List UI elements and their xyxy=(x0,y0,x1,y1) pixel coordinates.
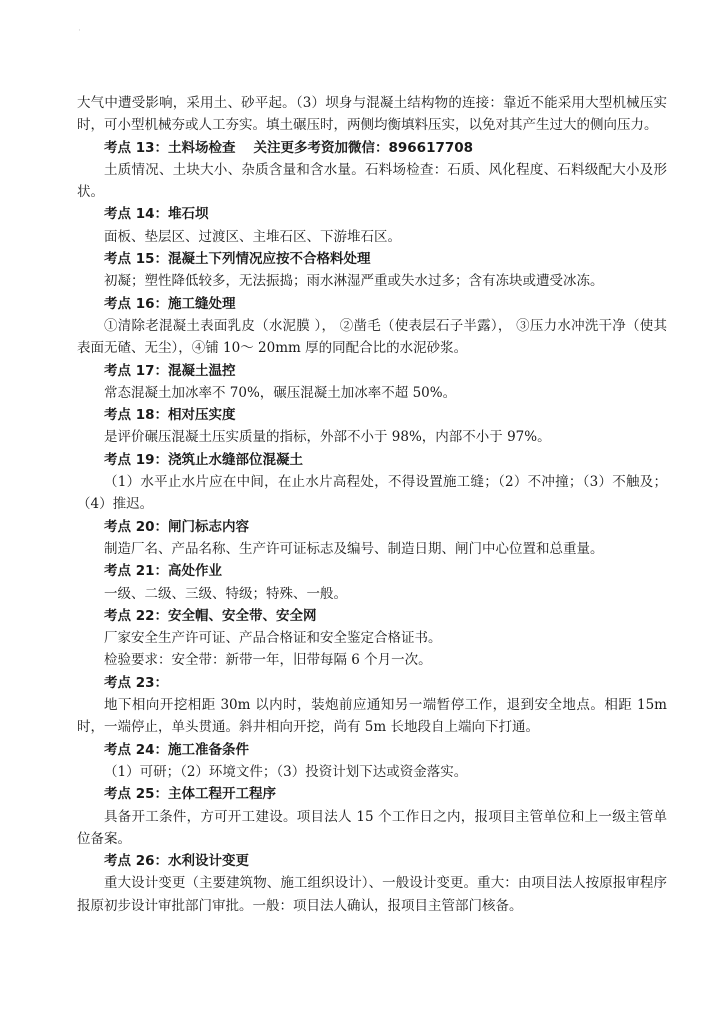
lead-paragraph: 大气中遭受影响，采用土、砂平起。（3）坝身与混凝土结构物的连接：靠近不能采用大型机械压实时，可小型机械夯或人工夯实。填土碾压时，两侧均衡填料压实，以免对其产生过大的侧向压力。 xyxy=(77,95,667,134)
section-body: 检验要求：安全带：新带一年，旧带每隔 6 个月一次。 xyxy=(104,652,432,669)
section-body: 常态混凝土加冰率不 70%，碾压混凝土加冰率不超 50%。 xyxy=(104,384,457,401)
section-heading: 考点 26：水利设计变更 xyxy=(104,853,249,870)
section-body: 制造厂名、产品名称、生产许可证标志及编号、制造日期、闸门中心位置和总重量。 xyxy=(104,540,604,557)
section-heading: 考点 24：施工准备条件 xyxy=(104,741,249,758)
section-body: 一级、二级、三级、特级；特殊、一般。 xyxy=(104,585,347,602)
section-body: （1）水平止水片应在中间，在止水片高程处，不得设置施工缝；（2）不冲撞；（3）不触及；（4）推迟。 xyxy=(77,474,667,513)
section-body: 面板、垫层区、过渡区、主堆石区、下游堆石区。 xyxy=(104,228,401,245)
section-heading: 考点 22：安全帽、安全带、安全网 xyxy=(104,607,317,624)
section-heading: 考点 23： xyxy=(104,674,168,691)
section-heading: 考点 15：混凝土下列情况应按不合格料处理 xyxy=(104,251,371,268)
section-body: 具备开工条件，方可开工建设。项目法人 15 个工作日之内，报项目主管单位和上一级主管单位备案。 xyxy=(77,808,667,847)
section-body: 厂家安全生产许可证、产品合格证和安全鉴定合格证书。 xyxy=(104,630,442,647)
section-heading: 考点 18：相对压实度 xyxy=(104,407,236,424)
section-body: ①清除老混凝土表面乳皮（水泥膜 ）， ②凿毛（使表层石子半露）， ③压力水冲洗干净（使其表面无碴、无尘），④铺 10～ 20mm 厚的同配合比的水泥砂浆。 xyxy=(77,317,667,357)
section-heading: 考点 25：主体工程开工程序 xyxy=(104,786,276,803)
document-body xyxy=(77,92,667,917)
section-heading: 考点 14：堆石坝 xyxy=(104,206,209,223)
section-body: 土质情况、土块大小、杂质含量和含水量。石料场检查：石质、风化程度、石料级配大小及形状。 xyxy=(77,161,667,201)
section-body: 初凝；塑性降低较多，无法振捣；雨水淋湿严重或失水过多；含有冻块或遭受冰冻。 xyxy=(104,273,604,290)
section-heading: 考点 16：施工缝处理 xyxy=(104,295,236,312)
section-heading: 考点 19：浇筑止水缝部位混凝土 xyxy=(104,451,303,468)
page-mark: · xyxy=(78,26,81,36)
section-heading: 考点 21：高处作业 xyxy=(104,563,222,580)
section-body: 重大设计变更（主要建筑物、施工组织设计）、一般设计变更。重大：由项目法人按原报审程序报原初步设计审批部门审批。一般：项目法人确认，报项目主管部门核备。 xyxy=(77,875,667,914)
section-body: （1）可研；（2）环境文件；（3）投资计划下达或资金落实。 xyxy=(104,763,468,780)
wechat-notice: 关注更多考资加微信：896617708 xyxy=(253,139,474,156)
heading-text: 考点 13：土料场检查 xyxy=(104,139,236,156)
section-heading: 考点 20：闸门标志内容 xyxy=(104,518,249,535)
section-heading xyxy=(77,137,667,159)
section-heading: 考点 17：混凝土温控 xyxy=(104,362,236,379)
section-body: 是评价碾压混凝土压实质量的指标，外部不小于 98%，内部不小于 97%。 xyxy=(104,429,551,446)
section-body: 地下相向开挖相距 30m 以内时，装炮前应通知另一端暂停工作，退到安全地点。相距 15m 时，一端停止，单头贯通。斜井相向开挖，尚有 5m 长地段自上端向下打通。 xyxy=(77,697,667,736)
